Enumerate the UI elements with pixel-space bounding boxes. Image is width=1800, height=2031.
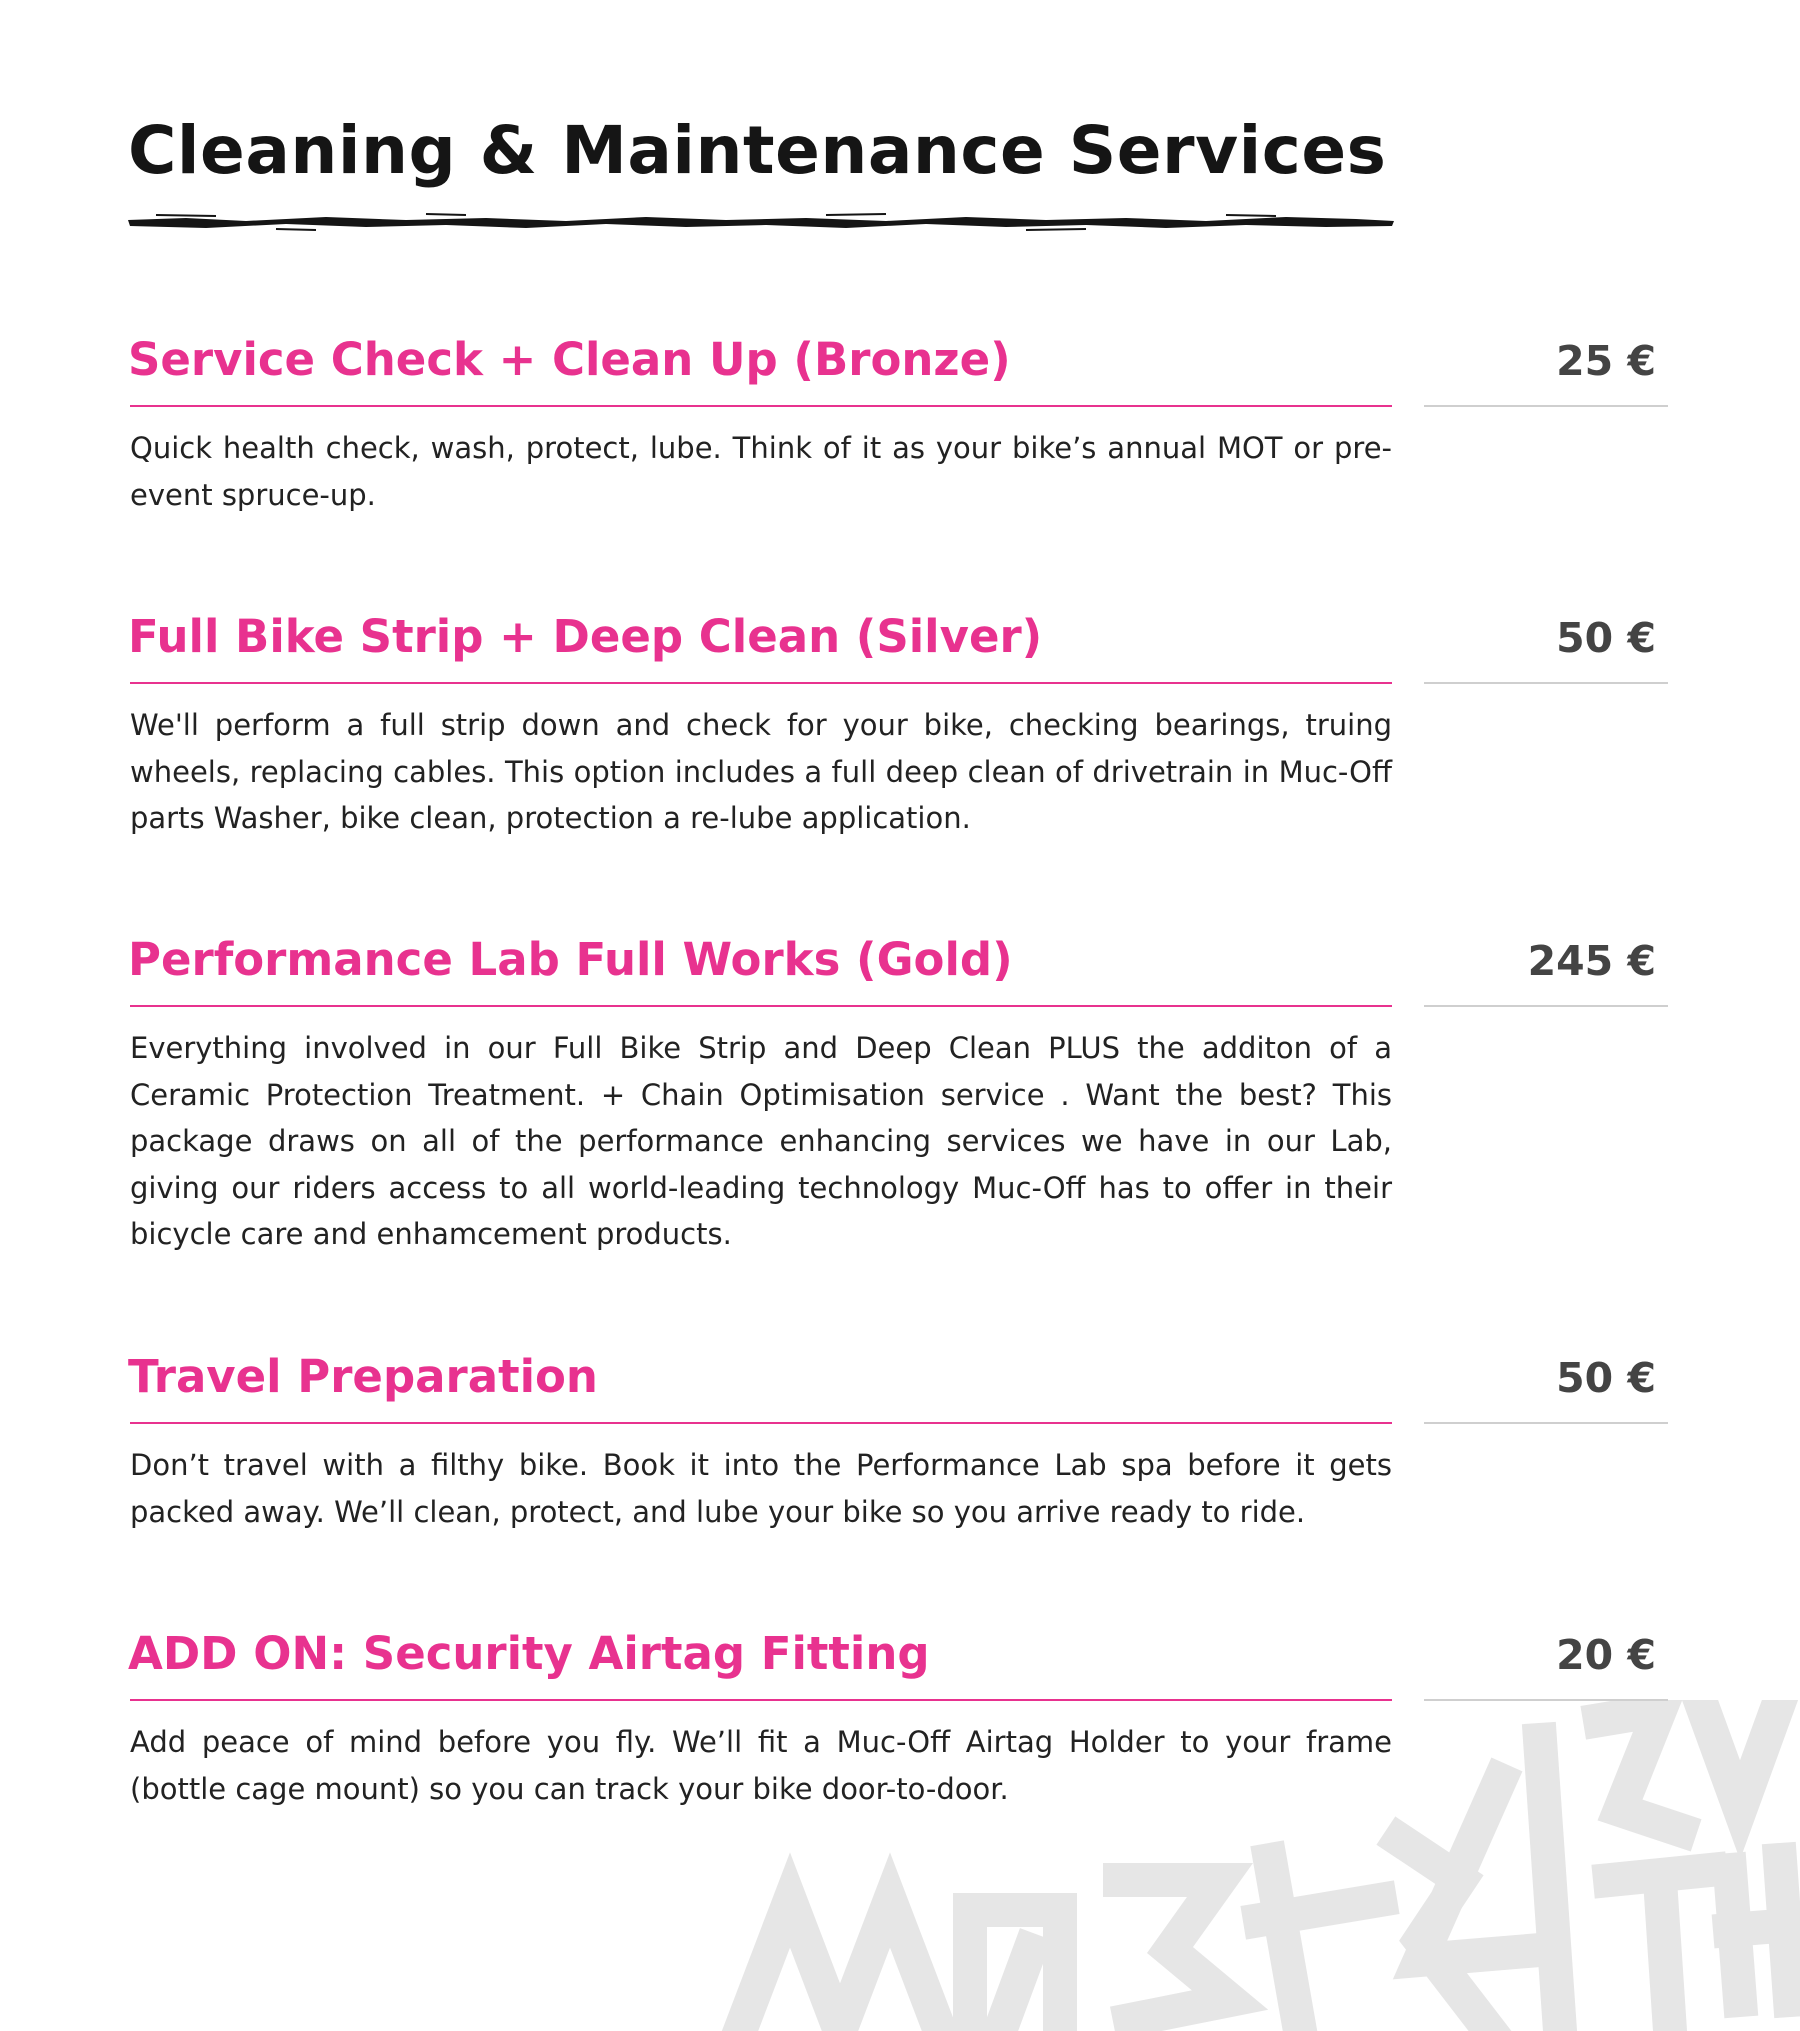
- service-divider: [130, 1422, 1392, 1424]
- price-divider: [1424, 1005, 1668, 1007]
- price-divider: [1424, 1699, 1668, 1701]
- service-name: Performance Lab Full Works (Gold): [128, 933, 1013, 986]
- service-price: 245 €: [1527, 937, 1656, 985]
- brush-stroke-underline: [126, 212, 1396, 232]
- service-name: Travel Preparation: [128, 1350, 598, 1403]
- service-name: ADD ON: Security Airtag Fitting: [128, 1627, 930, 1680]
- service-price: 50 €: [1556, 1354, 1656, 1402]
- service-description: Don’t travel with a filthy bike. Book it into the Performance Lab spa before it gets packed away. We’ll clean, protect, and lube your bike so you arrive ready to ride.: [130, 1448, 1392, 1529]
- service-description: We'll perform a full strip down and check for your bike, checking bearings, truing wheels, replacing cables. This option includes a full deep clean of drivetrain in Muc-Off parts Washer, bike clean, protection a re-lube application.: [130, 708, 1392, 835]
- price-divider: [1424, 1422, 1668, 1424]
- service-name: Full Bike Strip + Deep Clean (Silver): [128, 610, 1043, 663]
- page-title: Cleaning & Maintenance Services: [128, 112, 1387, 189]
- service-name: Service Check + Clean Up (Bronze): [128, 333, 1011, 386]
- service-divider: [130, 405, 1392, 407]
- service-price: 25 €: [1556, 337, 1656, 385]
- price-divider: [1424, 405, 1668, 407]
- service-description: Add peace of mind before you fly. We’ll fit a Muc-Off Airtag Holder to your frame (bottle cage mount) so you can track your bike door-to-door.: [130, 1725, 1392, 1806]
- service-price: 20 €: [1556, 1631, 1656, 1679]
- service-description: Everything involved in our Full Bike Strip and Deep Clean PLUS the additon of a Ceramic Protection Treatment. + Chain Optimisation service . Want the best? This package draws on all of the performance enhancing services we have in our Lab, giving our riders access to all world-leading technology Muc-Off has to offer in their bicycle care and enhamcement products.: [130, 1031, 1392, 1251]
- service-divider: [130, 1699, 1392, 1701]
- service-description: Quick health check, wash, protect, lube. Think of it as your bike’s annual MOT or pre-event spruce-up.: [130, 431, 1392, 512]
- service-divider: [130, 682, 1392, 684]
- service-price: 50 €: [1556, 614, 1656, 662]
- service-divider: [130, 1005, 1392, 1007]
- price-divider: [1424, 682, 1668, 684]
